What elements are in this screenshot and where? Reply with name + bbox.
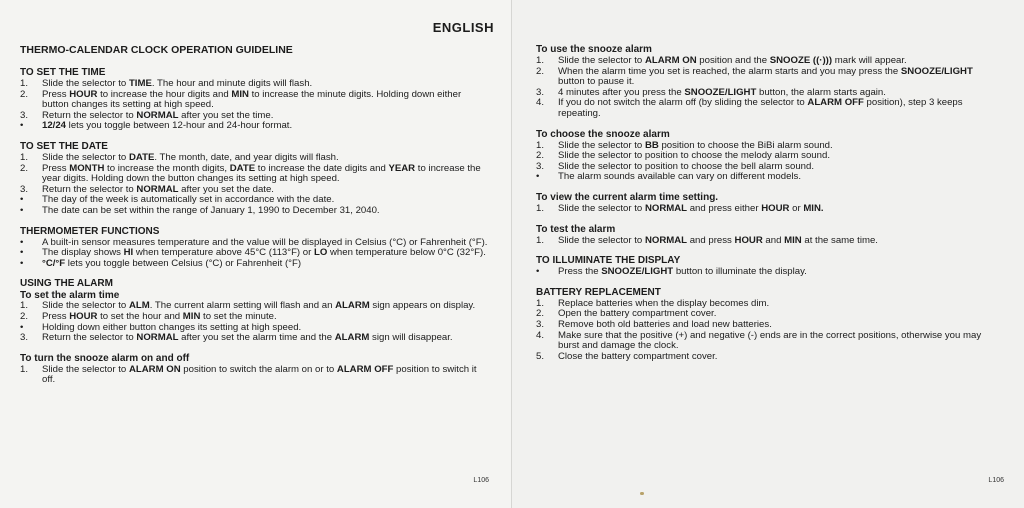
step-list (20, 79, 489, 132)
step-text: Return the selector to NORMAL after you set the date. (42, 183, 274, 195)
step-text: Slide the selector to position to choose the bell alarm sound. (558, 160, 814, 172)
print-speck (640, 492, 644, 495)
section-gap (20, 132, 489, 141)
step-text: Close the battery compartment cover. (558, 350, 718, 362)
step-text: Open the battery compartment cover. (558, 308, 717, 320)
step-marker: 1. (20, 151, 29, 163)
section-heading: TO SET THE TIME (20, 67, 106, 78)
section (20, 226, 489, 279)
step-marker: • (20, 194, 24, 206)
step-text: When the alarm time you set is reached, the alarm starts and you may press the SNOOZE/LIGHT button to pause it. (558, 65, 973, 88)
step-list (536, 204, 984, 215)
section-heading: To view the current alarm time setting. (536, 191, 719, 203)
step-item (20, 259, 489, 270)
step-text: Slide the selector to NORMAL and press HOUR and MIN at the same time. (558, 234, 878, 246)
section-gap (536, 120, 984, 129)
step-item (20, 90, 489, 111)
step-list (536, 267, 984, 278)
step-marker: 1. (536, 234, 545, 246)
step-item (20, 333, 489, 344)
section-heading: To use the snooze alarm (536, 44, 652, 55)
left-sections (20, 67, 489, 386)
step-text: Press HOUR to set the hour and MIN to set the minute. (42, 310, 277, 322)
section (20, 141, 489, 226)
section-gap (536, 246, 984, 255)
section-heading: To turn the snooze alarm on and off (20, 352, 190, 364)
step-marker: 4. (536, 329, 545, 341)
section-subheading: To set the alarm time (20, 290, 120, 302)
step-text: Return the selector to NORMAL after you set the alarm time and the ALARM sign will disappear. (42, 332, 453, 344)
step-marker: 3. (20, 183, 29, 195)
step-text: The day of the week is automatically set in accordance with the date. (42, 194, 335, 206)
step-marker: 2. (536, 308, 545, 320)
section-heading: THERMOMETER FUNCTIONS (20, 225, 160, 237)
step-item (20, 164, 489, 185)
step-item (536, 204, 984, 215)
right-sections (536, 44, 984, 362)
step-text: 4 minutes after you press the SNOOZE/LIGHT button, the alarm starts again. (558, 86, 886, 98)
step-text: Press the SNOOZE/LIGHT button to illuminate the display. (558, 266, 807, 278)
step-marker: • (20, 236, 24, 248)
step-item (20, 365, 489, 386)
step-marker: 2. (536, 150, 545, 162)
step-marker: 1. (536, 202, 545, 214)
step-text: Slide the selector to position to choose the melody alarm sound. (558, 150, 830, 162)
step-text: The display shows HI when temperature above 45°C (113°F) or LO when temperature below 0°C (32°F). (42, 247, 486, 259)
section (20, 353, 489, 386)
step-list (536, 236, 984, 247)
step-list (20, 301, 489, 343)
section (20, 67, 489, 141)
step-marker: 3. (536, 86, 545, 98)
right-page (512, 0, 1024, 508)
step-text: Return the selector to NORMAL after you set the time. (42, 109, 274, 121)
section-heading: BATTERY REPLACEMENT (536, 286, 661, 298)
section-gap (536, 278, 984, 287)
step-item (536, 331, 984, 352)
step-text: Make sure that the positive (+) and negative (-) ends are in the correct positions, otherwise you may burst and damage the clock. (558, 329, 982, 352)
step-text: Slide the selector to ALM. The current alarm setting will flash and an ALARM sign appears on display. (42, 300, 476, 312)
section (536, 224, 984, 256)
step-marker: • (20, 204, 24, 216)
right-page-number: L106 (988, 477, 1004, 484)
document-title: THERMO-CALENDAR CLOCK OPERATION GUIDELINE (20, 44, 293, 56)
step-marker: 3. (536, 160, 545, 172)
section (536, 129, 984, 192)
section (20, 278, 489, 352)
step-text: 12/24 lets you toggle between 12-hour and 24-hour format. (42, 120, 293, 132)
step-text: Slide the selector to DATE. The month, date, and year digits will flash. (42, 151, 339, 163)
step-list (20, 153, 489, 217)
step-marker: 3. (536, 318, 545, 330)
step-list (20, 238, 489, 270)
step-item (536, 98, 984, 119)
step-marker: • (20, 120, 24, 132)
step-marker: 2. (20, 88, 29, 100)
section (536, 287, 984, 363)
step-marker: 1. (536, 139, 545, 151)
section-heading: USING THE ALARM (20, 278, 113, 290)
step-item (536, 267, 984, 278)
step-item (536, 236, 984, 247)
step-list (536, 299, 984, 363)
step-item (536, 352, 984, 363)
left-page-number: L106 (473, 477, 489, 484)
section (536, 44, 984, 129)
step-text: Slide the selector to BB position to choose the BiBi alarm sound. (558, 139, 833, 151)
step-marker: 1. (20, 363, 29, 375)
step-text: Slide the selector to ALARM ON position and the SNOOZE ((·))) mark will appear. (558, 55, 907, 66)
step-marker: 1. (20, 300, 29, 312)
step-marker: 3. (20, 332, 29, 344)
step-list (536, 141, 984, 183)
step-text: The alarm sounds available can vary on different models. (558, 171, 801, 183)
step-marker: 4. (536, 97, 545, 109)
step-text: The date can be set within the range of January 1, 1990 to December 31, 2040. (42, 204, 380, 216)
step-text: Holding down either button changes its setting at high speed. (42, 321, 302, 333)
step-marker: 1. (20, 78, 29, 89)
step-text: Slide the selector to TIME. The hour and minute digits will flash. (42, 78, 313, 89)
step-item (536, 172, 984, 183)
step-marker: 3. (20, 109, 29, 121)
step-text: Press MONTH to increase the month digits, DATE to increase the date digits and YEAR to increase the year digits. Holding down the button changes its setting at high speed. (42, 162, 481, 185)
step-marker: 5. (536, 350, 545, 362)
step-text: Slide the selector to NORMAL and press either HOUR or MIN. (558, 202, 824, 214)
section-gap (20, 217, 489, 226)
step-marker: 2. (536, 65, 545, 77)
section-heading: TO SET THE DATE (20, 140, 108, 152)
step-marker: 2. (20, 162, 29, 174)
step-marker: 1. (536, 55, 545, 66)
step-text: Press HOUR to increase the hour digits and MIN to increase the minute digits. Holding down either button changes its setting at high speed. (42, 88, 462, 111)
language-label: ENGLISH (432, 20, 494, 35)
section-heading: To test the alarm (536, 223, 616, 235)
step-marker: • (20, 321, 24, 333)
section-gap (536, 215, 984, 224)
step-text: If you do not switch the alarm off (by sliding the selector to ALARM OFF position), step 3 keeps repeating. (558, 97, 963, 119)
step-text: Replace batteries when the display becomes dim. (558, 297, 770, 309)
step-item (20, 121, 489, 132)
step-marker: 1. (536, 297, 545, 309)
step-text: A built-in sensor measures temperature and the value will be displayed in Celsius (°C) or Fahrenheit (°F). (42, 236, 488, 248)
step-marker: • (20, 247, 24, 259)
section (536, 255, 984, 287)
section-heading: TO ILLUMINATE THE DISPLAY (536, 255, 681, 267)
step-text: Remove both old batteries and load new batteries. (558, 318, 772, 330)
step-item (536, 67, 984, 88)
section-gap (20, 269, 489, 278)
step-text: Slide the selector to ALARM ON position to switch the alarm on or to ALARM OFF position to switch it off. (42, 363, 477, 386)
step-text: °C/°F lets you toggle between Celsius (°C) or Fahrenheit (°F) (42, 257, 302, 269)
step-marker: • (20, 257, 24, 269)
step-marker: • (536, 266, 540, 278)
step-item (20, 206, 489, 217)
section (536, 192, 984, 224)
step-marker: 2. (20, 310, 29, 322)
section-gap (536, 183, 984, 192)
step-marker: • (536, 171, 540, 183)
section-gap (20, 344, 489, 353)
section-heading: To choose the snooze alarm (536, 128, 670, 140)
step-list (536, 56, 984, 120)
step-list (20, 365, 489, 386)
